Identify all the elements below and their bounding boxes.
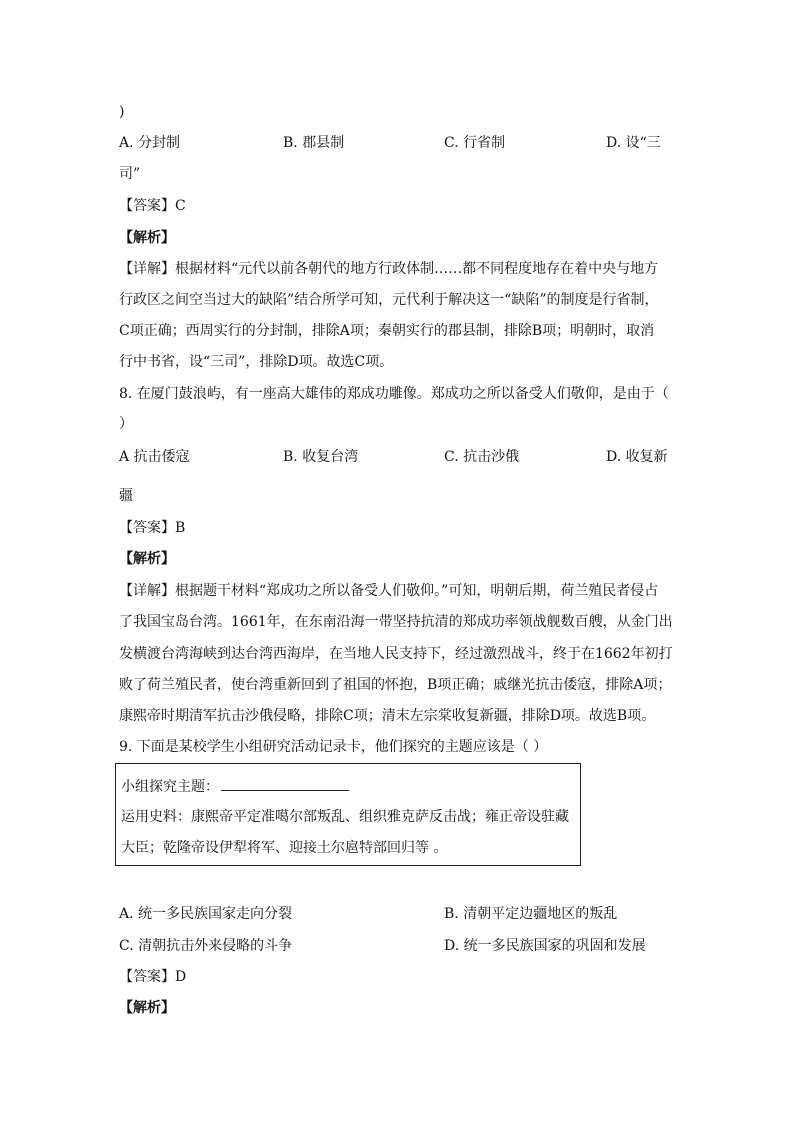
- q7-option-c[interactable]: C. 行省制: [444, 135, 506, 151]
- card-material-line: 大臣；乾隆帝设伊犁将军、迎接土尔扈特部回归等 。: [121, 840, 448, 856]
- q8-stem-tail: ）: [119, 416, 133, 432]
- activity-record-card: [115, 763, 581, 866]
- q9-option-a[interactable]: A. 统一多民族国家走向分裂: [119, 906, 293, 922]
- q8-detail-line: 康熙帝时期清军抗击沙俄侵略，排除C项；清末左宗棠收复新疆，排除D项。故选B项。: [119, 708, 656, 724]
- q7-analysis-heading: 【解析】: [119, 230, 175, 246]
- q9-analysis-heading: 【解析】: [119, 1000, 175, 1016]
- q9-option-c[interactable]: C. 清朝抗击外来侵略的斗争: [119, 938, 293, 954]
- q8-detail-line: 发横渡台湾海峡到达台湾西海岸，在当地人民支持下，经过激烈战斗，终于在1662年初打: [119, 646, 673, 662]
- q7-option-d-continued: 司”: [119, 166, 141, 182]
- q7-detail-line: 行中书省，设“三司”，排除D项。故选C项。: [119, 354, 394, 370]
- q7-stem-tail: ): [119, 104, 125, 120]
- q7-option-b[interactable]: B. 郡县制: [283, 135, 345, 151]
- card-topic-line: [121, 776, 349, 797]
- card-material-line: 运用史料：康熙帝平定准噶尔部叛乱、组织雅克萨反击战；雍正帝设驻藏: [121, 809, 569, 825]
- card-topic-label: 小组探究主题：: [121, 779, 219, 795]
- q8-answer: 【答案】B: [119, 520, 186, 536]
- q9-answer: 【答案】D: [119, 969, 187, 985]
- q8-detail-line: 败了荷兰殖民者，使台湾重新回到了祖国的怀抱，B项正确；戚继光抗击倭寇，排除A项；: [119, 677, 672, 693]
- q8-option-b[interactable]: B. 收复台湾: [283, 449, 359, 465]
- q8-option-a[interactable]: A 抗击倭寇: [119, 449, 190, 465]
- q7-detail-line: 【详解】根据材料“元代以前各朝代的地方行政体制……都不同程度地存在着中央与地方: [119, 261, 659, 277]
- q8-stem: 8. 在厦门鼓浪屿，有一座高大雄伟的郑成功雕像。郑成功之所以备受人们敬仰，是由于（: [119, 386, 669, 402]
- q8-detail-line: 了我国宝岛台湾。1661年，在东南沿海一带坚持抗清的郑成功率领战舰数百艘，从金门出: [119, 614, 673, 630]
- q7-detail-line: 行政区之间空当过大的缺陷”结合所学可知，元代利于解决这一“缺陷”的制度是行省制，: [119, 292, 659, 308]
- q7-option-a[interactable]: A. 分封制: [119, 135, 181, 151]
- q9-option-d[interactable]: D. 统一多民族国家的巩固和发展: [444, 938, 646, 954]
- q7-option-d[interactable]: D. 设“三: [606, 135, 661, 151]
- q9-option-b[interactable]: B. 清朝平定边疆地区的叛乱: [444, 906, 618, 922]
- topic-blank: [221, 776, 349, 791]
- q9-stem: 9. 下面是某校学生小组研究活动记录卡，他们探究的主题应该是（ ）: [119, 739, 548, 755]
- q8-analysis-heading: 【解析】: [119, 551, 175, 567]
- q8-option-c[interactable]: C. 抗击沙俄: [444, 449, 520, 465]
- q8-option-d-continued: 疆: [119, 488, 133, 504]
- q7-detail-line: C项正确；西周实行的分封制，排除A项；秦朝实行的郡县制，排除B项；明朝时，取消: [119, 323, 655, 339]
- q8-option-d[interactable]: D. 收复新: [606, 449, 668, 465]
- q7-answer: 【答案】C: [119, 198, 186, 214]
- q8-detail-line: 【详解】根据题干材料“郑成功之所以备受人们敬仰。”可知，明朝后期，荷兰殖民者侵占: [119, 583, 659, 599]
